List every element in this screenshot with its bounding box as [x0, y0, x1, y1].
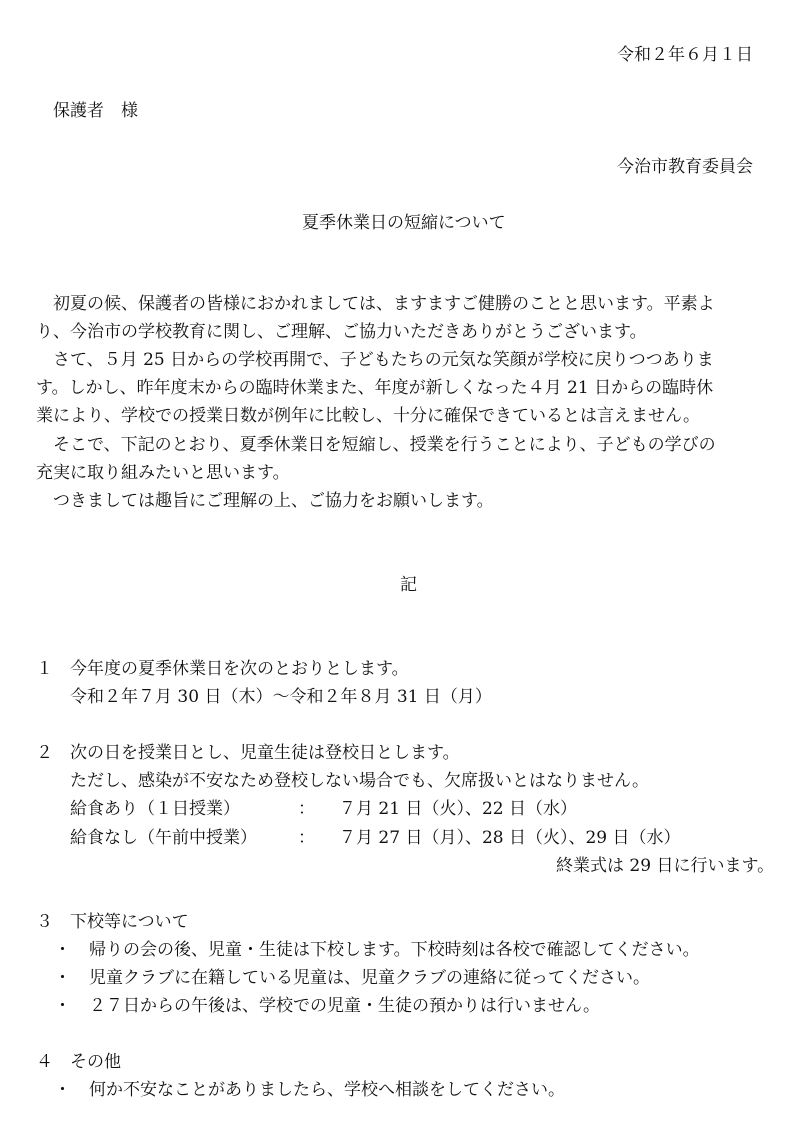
section-3-number: ３ — [36, 912, 53, 932]
no-lunch-day-colon: ： — [298, 828, 315, 848]
body-line: つきましては趣旨にご理解の上、ご協力をお願いします。 — [53, 491, 494, 511]
body-line: そこで、下記のとおり、夏季休業日を短縮し、授業を行うことにより、子どもの学びの — [53, 435, 716, 455]
bullet-icon: ・ — [54, 1080, 71, 1100]
section-4-heading: その他 — [70, 1052, 121, 1072]
bullet-icon: ・ — [54, 968, 71, 988]
section-1-number: １ — [36, 659, 53, 679]
lunch-day-dates: ７月 21 日（火）、22 日（水） — [339, 799, 577, 819]
body-line: 充実に取り組みたいと思います。 — [36, 463, 290, 483]
addressee: 保護者 様 — [53, 101, 138, 121]
body-line: 業により、学校での授業日数が例年に比較し、十分に確保できているとは言えません。 — [36, 406, 701, 426]
section-3-item: ２７日からの午後は、学校での児童・生徒の預かりは行いません。 — [89, 996, 601, 1016]
section-3-item: 帰りの会の後、児童・生徒は下校します。下校時刻は各校で確認してください。 — [89, 940, 700, 960]
lunch-day-label: 給食あり（１日授業） — [70, 799, 240, 819]
section-3-item: 児童クラブに在籍している児童は、児童クラブの連絡に従ってください。 — [89, 968, 650, 988]
section-2-number: ２ — [36, 743, 53, 763]
section-4-number: ４ — [36, 1052, 53, 1072]
body-line: 初夏の候、保護者の皆様におかれましては、ますますご健勝のことと思います。平素よ — [53, 294, 715, 314]
no-lunch-day-dates: ７月 27 日（月）、28 日（火）、29 日（水） — [339, 828, 681, 848]
closing-ceremony-note: 終業式は 29 日に行います。 — [556, 856, 775, 876]
bullet-icon: ・ — [54, 940, 71, 960]
document-date: 令和２年６月１日 — [617, 45, 753, 65]
document-title: 夏季休業日の短縮について — [302, 213, 506, 233]
section-3-heading: 下校等について — [70, 912, 189, 932]
body-line: り、今治市の学校教育に関し、ご理解、ご協力いただきありがとうございます。 — [36, 322, 647, 342]
section-1-heading: 今年度の夏季休業日を次のとおりとします。 — [70, 659, 409, 679]
no-lunch-day-label: 給食なし（午前中授業） — [70, 828, 257, 848]
section-2-note: ただし、感染が不安なため登校しない場合でも、欠席扱いとはなりません。 — [70, 771, 650, 791]
body-line: さて、５月 25 日からの学校再開で、子どもたちの元気な笑顔が学校に戻りつつありま — [53, 350, 714, 370]
section-1-detail: 令和２年７月 30 日（木）～令和２年８月 31 日（月） — [70, 687, 492, 707]
bullet-icon: ・ — [54, 996, 71, 1016]
section-2-heading: 次の日を授業日とし、児童生徒は登校日とします。 — [70, 743, 460, 763]
section-4-item: 何か不安なことがありましたら、学校へ相談をしてください。 — [89, 1080, 565, 1100]
lunch-day-colon: ： — [298, 799, 315, 819]
ki-marker: 記 — [400, 575, 417, 595]
body-line: す。しかし、昨年度末からの臨時休業また、年度が新しくなった４月 21 日からの臨時休 — [36, 378, 714, 398]
sender: 今治市教育委員会 — [617, 157, 753, 177]
